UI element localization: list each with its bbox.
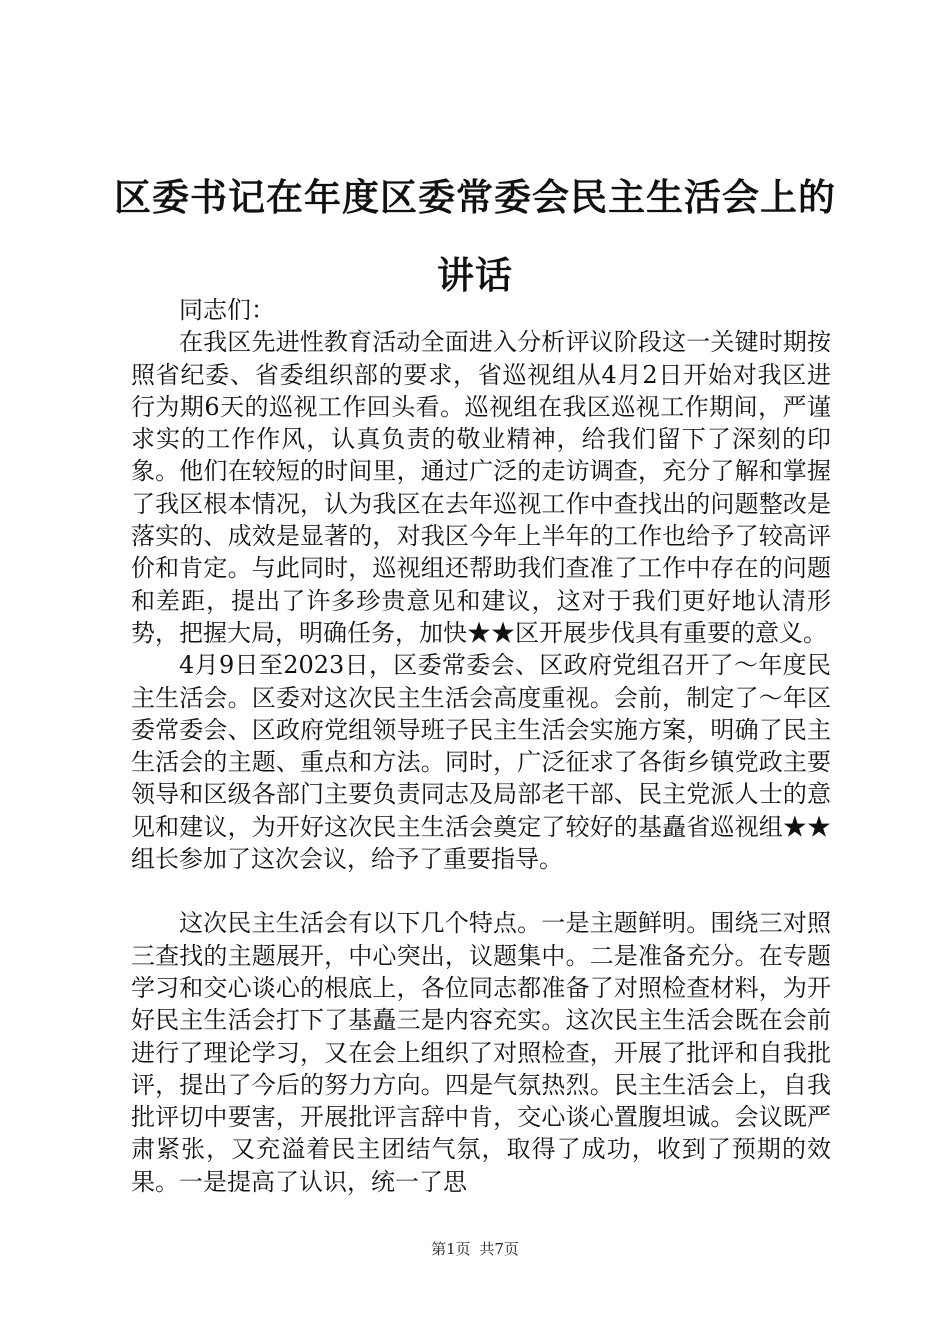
page-total: 共7页 [479, 1240, 519, 1258]
page-footer [0, 1238, 950, 1259]
greeting: 同志们： [179, 296, 275, 324]
paragraph-spacer [131, 875, 831, 907]
document-title: 区委书记在年度区委常委会民主生活会上的讲话 [114, 175, 836, 297]
document-body [131, 294, 831, 1198]
page-number: 第1页 [431, 1240, 471, 1258]
paragraph-2: 4月9日至2023日，区委常委会、区政府党组召开了～年度民主生活会。区委对这次民主生活会高度重视。会前，制定了～年区委常委会、区政府党组领导班子民主生活会实施方案，明确了民主生活会的主题、重点和方法。同时，广泛征求了各街乡镇党政主要领导和区级各部门主要负责同志及局部老干部、民主党派人士的意见和建议，为开好这次民主生活会奠定了较好的基矗省巡视组★★组长参加了这次会议，给予了重要指导。 [131, 651, 831, 874]
paragraph-1: 在我区先进性教育活动全面进入分析评议阶段这一关键时期按照省纪委、省委组织部的要求，省巡视组从4月2日开始对我区进行为期6天的巡视工作回头看。巡视组在我区巡视工作期间，严谨求实的工作作风，认真负责的敬业精神，给我们留下了深刻的印象。他们在较短的时间里，通过广泛的走访调查，充分了解和掌握了我区根本情况，认为我区在去年巡视工作中查找出的问题整改是落实的、成效是显著的，对我区今年上半年的工作也给予了较高评价和肯定。与此同时，巡视组还帮助我们查准了工作中存在的问题和差距，提出了许多珍贵意见和建议，这对于我们更好地认清形势，把握大局，明确任务，加快★★区开展步伐具有重要的意义。 [131, 328, 831, 647]
paragraph-3: 这次民主生活会有以下几个特点。一是主题鲜明。围绕三对照三查找的主题展开，中心突出，议题集中。二是准备充分。在专题学习和交心谈心的根底上，各位同志都准备了对照检查材料，为开好民主生活会打下了基矗三是内容充实。这次民主生活会既在会前进行了理论学习，又在会上组织了对照检查，开展了批评和自我批评，提出了今后的努力方向。四是气氛热烈。民主生活会上，自我批评切中要害，开展批评言辞中肯，交心谈心置腹坦诚。会议既严肃紧张，又充溢着民主团结气氛，取得了成功，收到了预期的效果。一是提高了认识，统一了思 [131, 909, 831, 1196]
